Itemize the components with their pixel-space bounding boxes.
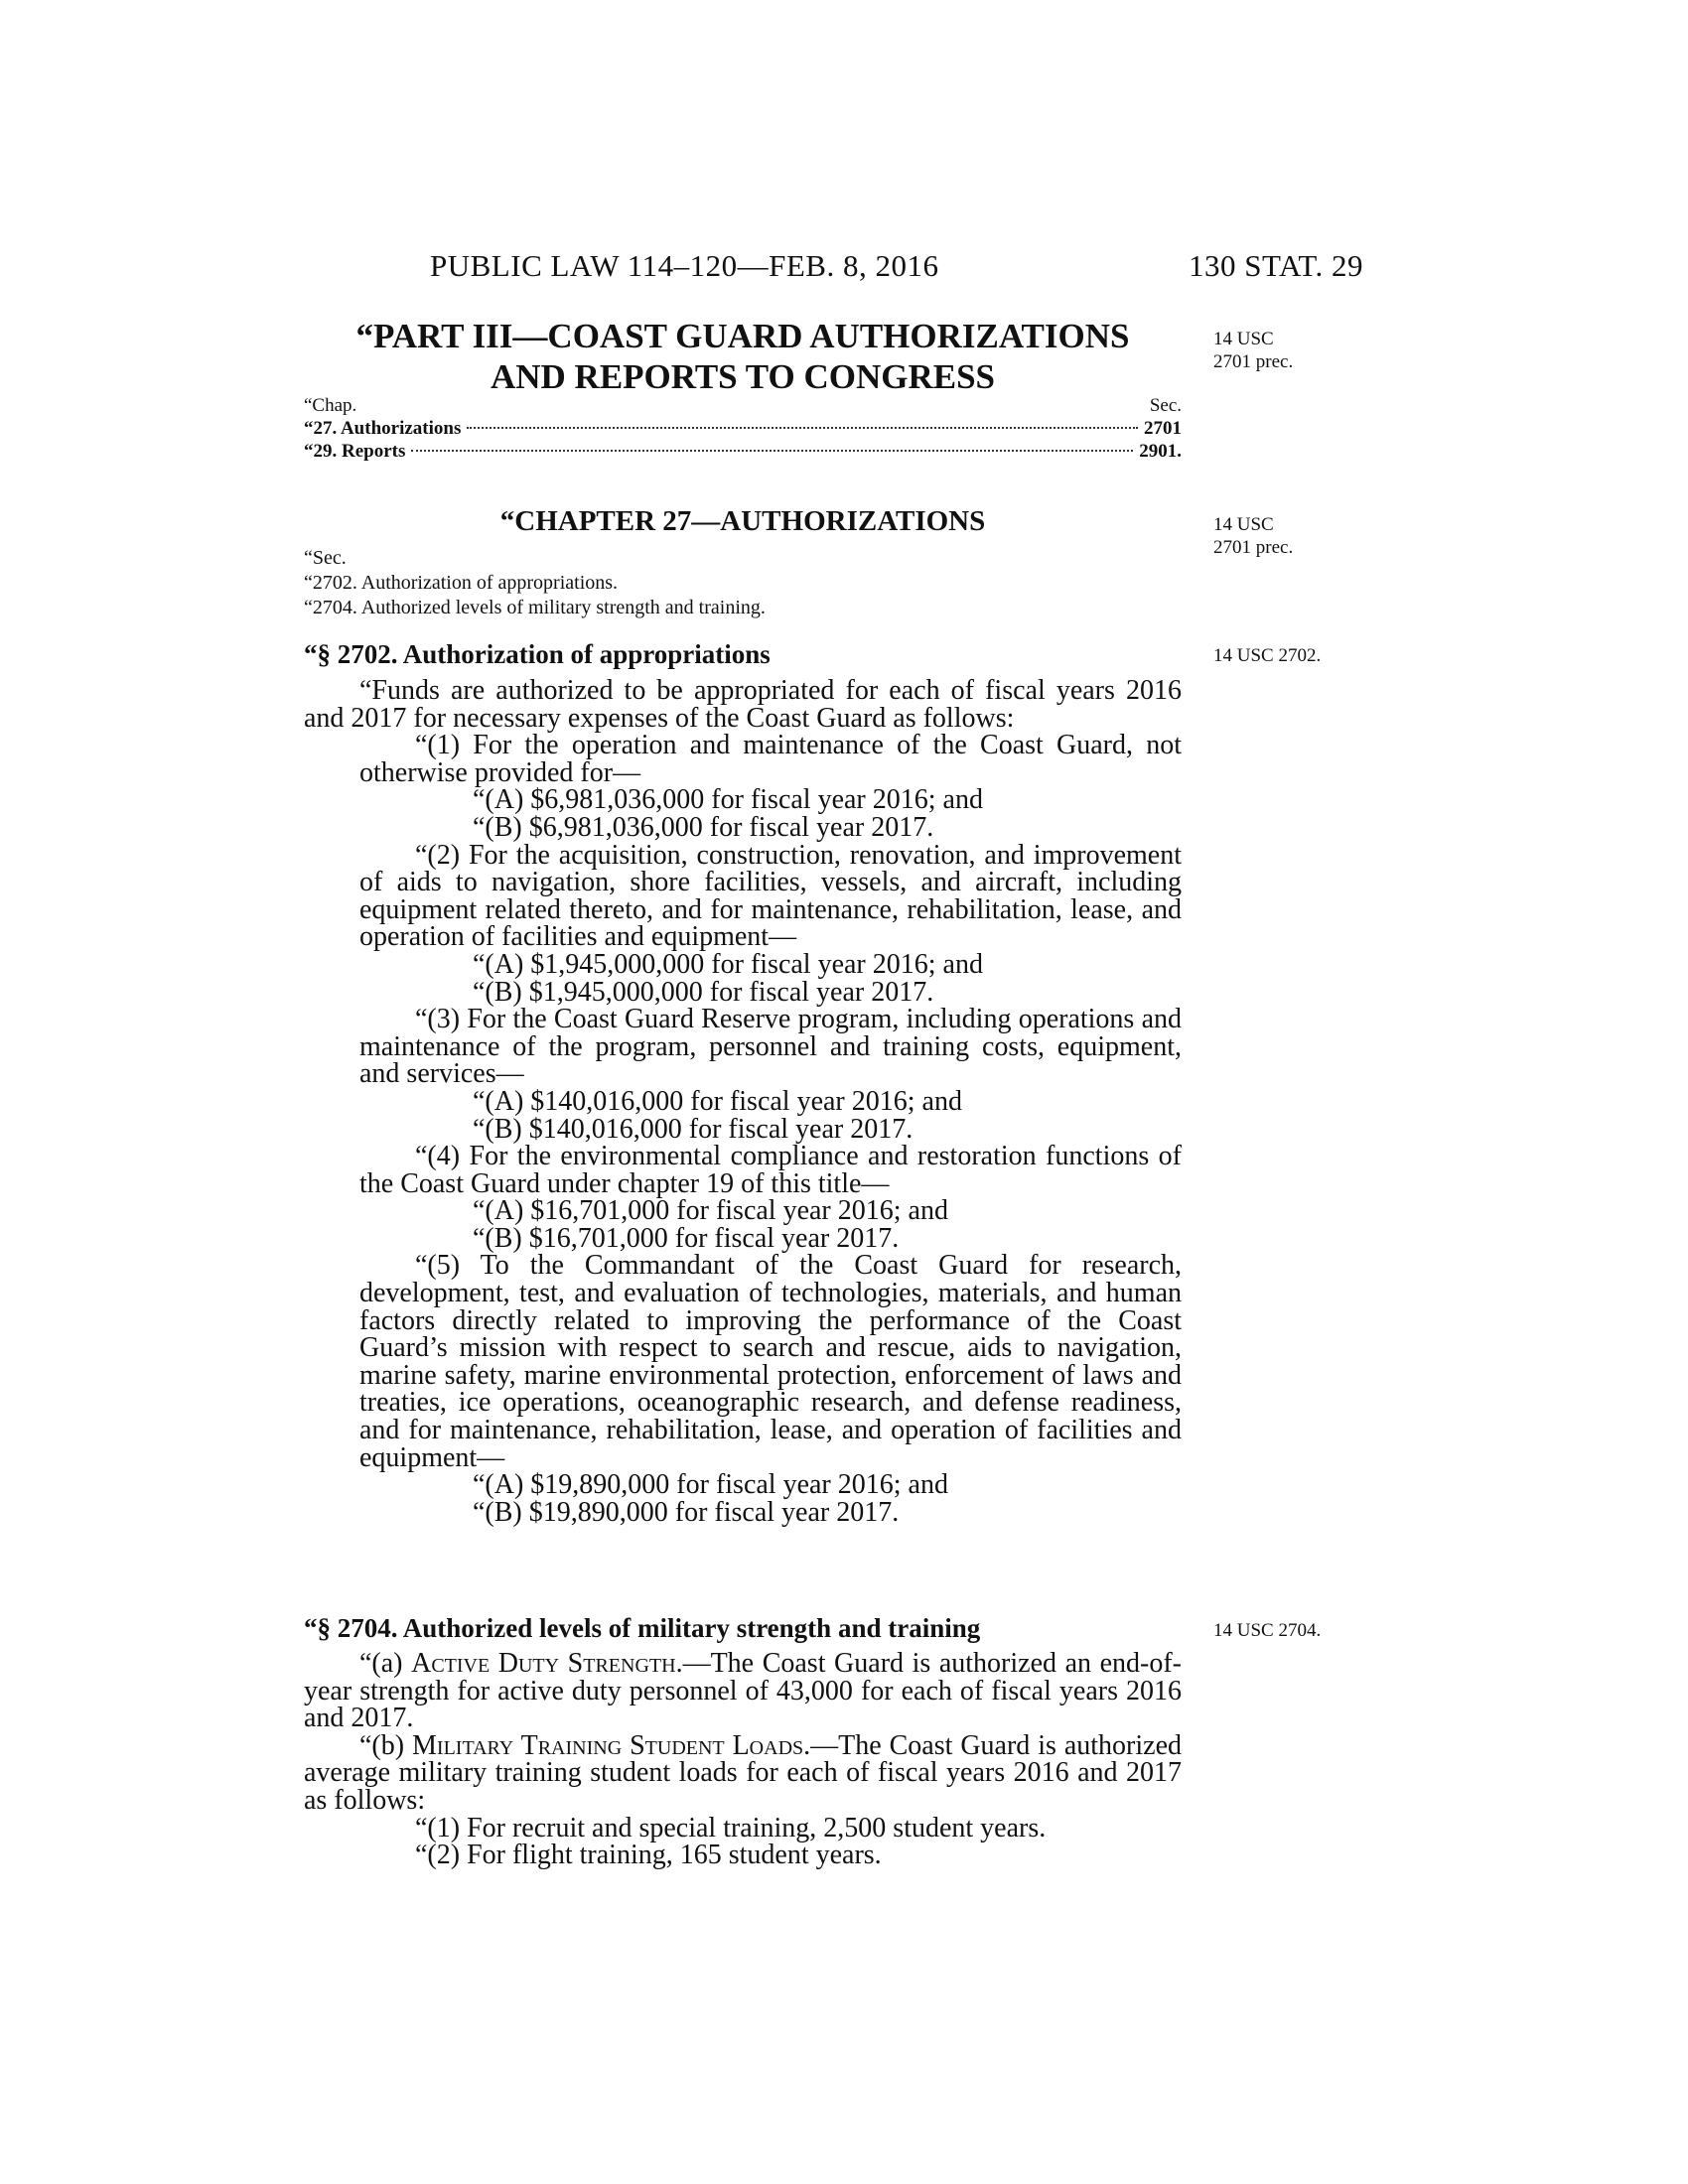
chapter-title: “CHAPTER 27—AUTHORIZATIONS <box>499 505 986 537</box>
paragraph-4: “(4) For the environmental compliance and restoration functions of the Coast Guard under chapter 19 of this title— <box>359 1141 1182 1199</box>
public-law-header: PUBLIC LAW 114–120—FEB. 8, 2016 <box>430 248 939 283</box>
subparagraph-2b: “(B) $1,945,000,000 for fiscal year 2017. <box>473 976 934 1008</box>
paragraph-2: “(2) For the acquisition, construction, renovation, and improvement of aids to navigation, shore facilities, vessels, and aircraft, including equipment related thereto, and for maintenance, rehabilitation, lease, and operation of facilities and equipment— <box>359 839 1182 953</box>
margin-note-line: 2701 prec. <box>1213 351 1294 372</box>
subsection-a <box>304 1650 1182 1732</box>
stat-page-number: 130 STAT. 29 <box>1189 248 1364 283</box>
paragraph-3: “(3) For the Coast Guard Reserve program, including operations and maintenance of the program, personnel and training costs, equipment, and services— <box>359 1004 1182 1090</box>
subsection-a-text: .—The Coast Guard is authorized an end-of-year strength for active duty personnel of 43,000 for each of fiscal years 2016 and 2017. <box>304 1648 1182 1734</box>
subsection-b-prefix: “(b) <box>359 1729 413 1761</box>
toc-row-section: 2901. <box>1139 441 1182 462</box>
sec-list-label: “Sec. <box>304 547 347 569</box>
toc-row-section: 2701 <box>1144 418 1182 439</box>
toc-row-label: “27. Authorizations <box>304 418 462 439</box>
section-2702-body <box>304 677 1182 1526</box>
toc-col-sec: Sec. <box>1149 395 1182 416</box>
section-2704-heading: “§ 2704. Authorized levels of military strength and training <box>304 1613 981 1643</box>
paragraph-5: “(5) To the Commandant of the Coast Guard for research, development, test, and evaluation of technologies, materials, and human factors directly related to improving the performance of the Coast Guard’s mission with respect to search and rescue, aids to navigation, marine safety, marine environmental protection, enforcement of laws and treaties, ice operations, oceanographic research, and defense readiness, and for maintenance, rehabilitation, lease, and operation of facilities and equipment— <box>359 1250 1182 1473</box>
subsection-a-prefix: “(a) <box>359 1648 412 1679</box>
subparagraph-5b: “(B) $19,890,000 for fiscal year 2017. <box>473 1496 900 1528</box>
toc-row-label: “29. Reports <box>304 441 406 462</box>
chapter-section-list <box>304 546 1182 620</box>
subparagraph-1a: “(A) $6,981,036,000 for fiscal year 2016; and <box>473 784 983 816</box>
part-title-line-1: “PART III—COAST GUARD AUTHORIZATIONS <box>355 317 1130 355</box>
leader-dots <box>411 450 1133 452</box>
sec-list-item: “2702. Authorization of appropriations. <box>304 572 619 594</box>
subparagraph-1b: “(B) $6,981,036,000 for fiscal year 2017. <box>473 811 934 843</box>
section-2704-body <box>304 1650 1182 1869</box>
subsection-b-paragraph-2: “(2) For flight training, 165 student years. <box>415 1840 882 1871</box>
leader-dots <box>467 427 1138 429</box>
part-title <box>304 316 1182 397</box>
subparagraph-3a: “(A) $140,016,000 for fiscal year 2016; and <box>473 1085 962 1117</box>
subparagraph-4b: “(B) $16,701,000 for fiscal year 2017. <box>473 1222 900 1254</box>
margin-note-line: 2701 prec. <box>1213 537 1294 558</box>
page-header <box>0 248 1688 292</box>
part-title-line-2: AND REPORTS TO CONGRESS <box>490 357 995 396</box>
chapter-margin-note <box>1213 513 1293 559</box>
margin-note-line: 14 USC <box>1213 329 1274 349</box>
subsection-b-paragraph-1: “(1) For recruit and special training, 2,500 student years. <box>415 1812 1047 1843</box>
subsection-b-text: .—The Coast Guard is authorized average military training student loads for each of fiscal years 2016 and 2017 as follows: <box>304 1729 1183 1816</box>
subparagraph-3b: “(B) $140,016,000 for fiscal year 2017. <box>473 1113 914 1145</box>
subsection-b-caption: Military Training Student Loads <box>412 1729 804 1761</box>
subparagraph-2a: “(A) $1,945,000,000 for fiscal year 2016; and <box>473 948 983 980</box>
subsection-a-caption: Active Duty Strength <box>411 1648 676 1679</box>
subsection-b <box>304 1729 1183 1816</box>
paragraph-1: “(1) For the operation and maintenance of the Coast Guard, not otherwise provided for— <box>359 730 1182 788</box>
sec-list-item: “2704. Authorized levels of military strength and training. <box>304 597 766 618</box>
toc-header <box>304 394 1182 417</box>
toc-row <box>304 440 1182 463</box>
subparagraph-5a: “(A) $19,890,000 for fiscal year 2016; and <box>473 1469 948 1501</box>
section-2702-margin-note: 14 USC 2702. <box>1213 645 1322 666</box>
intro-paragraph: “Funds are authorized to be appropriated for each of fiscal years 2016 and 2017 for necessary expenses of the Coast Guard as follows: <box>304 675 1182 734</box>
section-2704-margin-note: 14 USC 2704. <box>1213 1620 1322 1641</box>
toc-row <box>304 417 1182 440</box>
toc-col-chap: “Chap. <box>304 395 357 416</box>
subparagraph-4a: “(A) $16,701,000 for fiscal year 2016; and <box>473 1195 948 1227</box>
chapter-table-of-contents <box>304 394 1182 463</box>
part-margin-note <box>1213 328 1293 373</box>
margin-note-line: 14 USC <box>1213 514 1274 535</box>
section-2702-heading: “§ 2702. Authorization of appropriations <box>304 639 771 669</box>
